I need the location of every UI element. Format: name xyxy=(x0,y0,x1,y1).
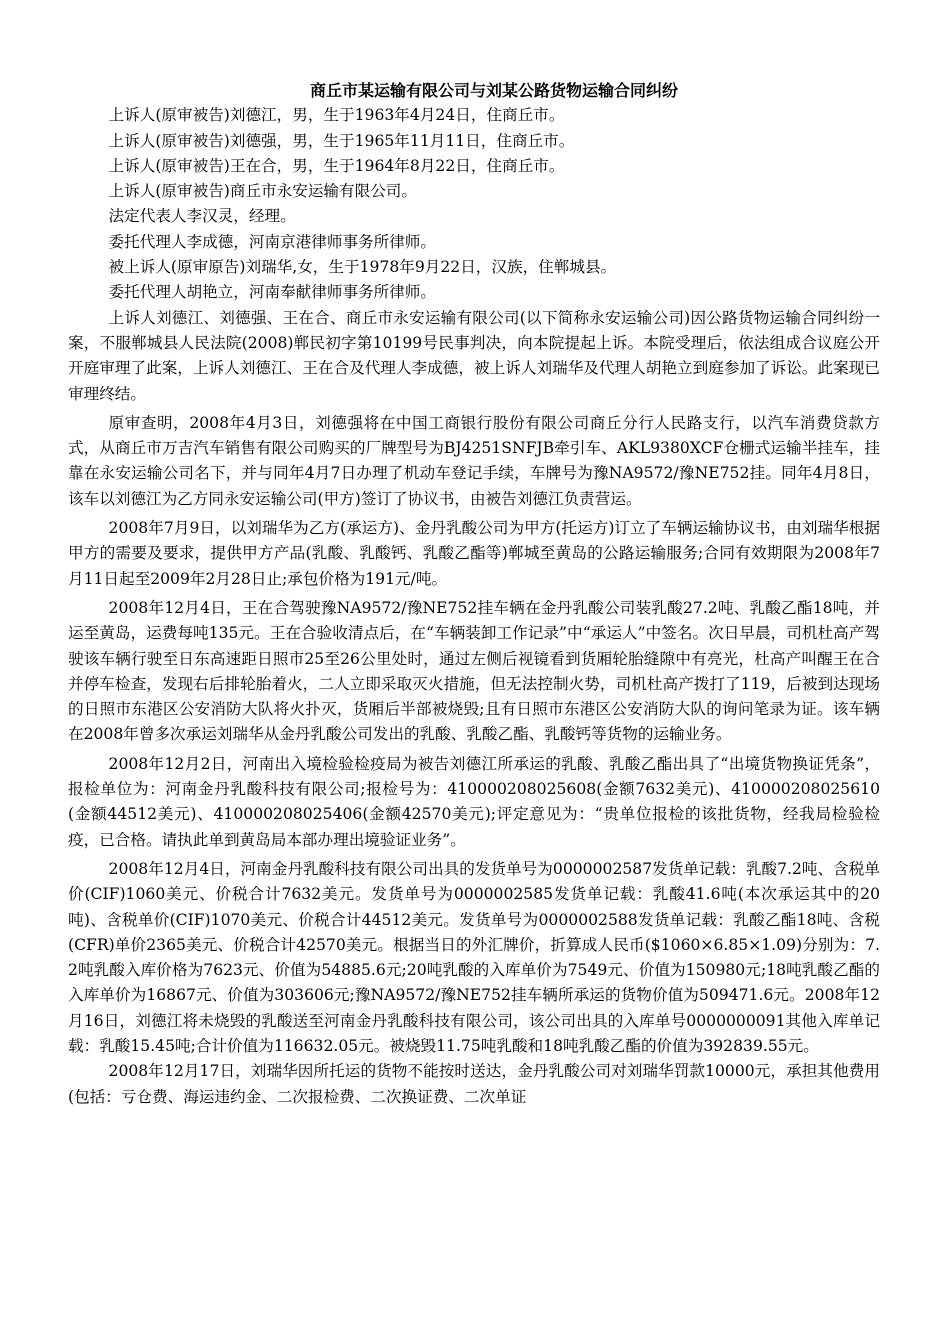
paragraph-fire-incident: 2008年12月4日，王在合驾驶豫NA9572/豫NE752挂车辆在金丹乳酸公司装乳酸27.2吨、乳酸乙酯18吨，并运至黄岛，运费每吨135元。王在合验收清点后，在“车辆装卸工作记录”中“承运人”中签名。次日早晨，司机杜高产驾驶该车辆行驶至日东高速距日照市25至26公里处时，通过左侧后视镜看到货厢轮胎缝隙中有亮光，杜高产叫醒王在合并停车检查，发现右后排轮胎着火，二人立即采取灭火措施，但无法控制火势，司机杜高产拨打了119，后被到达现场的日照市东港区公安消防大队将火扑灭，货厢后半部被烧毁;且有日照市东港区公安消防大队的询问笔录为证。该车辆在2008年曾多次承运刘瑞华从金丹乳酸公司发出的乳酸、乳酸乙酯、乳酸钙等货物的运输业务。 xyxy=(68,598,880,744)
paragraph-case-intro: 上诉人刘德江、刘德强、王在合、商丘市永安运输有限公司(以下简称永安运输公司)因公路货物运输合同纠纷一案，不服郸城县人民法院(2008)郸民初字第10199号民事判决，向本院提起上诉。本院受理后，依法组成合议庭公开开庭审理了此案，上诉人刘德江、王在合及代理人李成德，被上诉人刘瑞华及代理人胡艳立到庭参加了诉讼。此案现已审理终结。 xyxy=(68,308,880,403)
paragraph-invoices: 2008年12月4日，河南金丹乳酸科技有限公司出具的发货单号为0000002587发货单记载：乳酸7.2吨、含税单价(CIF)1060美元、价税合计7632美元。发货单号为0000002585发货单记载：乳酸41.6吨(本次承运其中的20吨)、含税单价(CIF)1070美元、价税合计44512美元。发货单号为0000002588发货单记载：乳酸乙酯18吨、含税(CFR)单价2365美元、价税合计42570美元。根据当日的外汇牌价，折算成人民币($1060×6.85×1.09)分别为：7.2吨乳酸入库价格为7623元、价值为54885.6元;20吨乳酸的入库单价为7549元、价值为150980元;18吨乳酸乙酯的入库单价为16867元、价值为303606元;豫NA9572/豫NE752挂车辆所承运的货物价值为509471.6元。2008年12月16日，刘德江将未烧毁的乳酸送至河南金丹乳酸科技有限公司，该公司出具的入库单号0000000091其他入库单记载：乳酸15.45吨;合计价值为116632.05元。被烧毁11.75吨乳酸和18吨乳酸乙酯的价值为392839.55元。 xyxy=(68,859,880,1055)
paragraph-legal-representative: 法定代表人李汉灵，经理。 xyxy=(108,207,296,226)
paragraph-penalty: 2008年12月17日，刘瑞华因所托运的货物不能按时送达，金丹乳酸公司对刘瑞华罚款10000元，承担其他费用(包括：亏仓费、海运违约金、二次报检费、二次换证费、二次单证 xyxy=(68,1062,880,1106)
paragraph-agent-2: 委托代理人胡艳立，河南奉献律师事务所律师。 xyxy=(108,283,437,302)
paragraph-appellant-1: 上诉人(原审被告)刘德江，男，生于1963年4月24日，住商丘市。 xyxy=(108,106,565,125)
paragraph-appellant-4: 上诉人(原审被告)商丘市永安运输有限公司。 xyxy=(108,182,417,201)
paragraph-appellant-3: 上诉人(原审被告)王在合，男，生于1964年8月22日，住商丘市。 xyxy=(108,156,565,175)
paragraph-appellant-2: 上诉人(原审被告)刘德强，男，生于1965年11月11日，住商丘市。 xyxy=(108,131,575,150)
paragraph-agent-1: 委托代理人李成德，河南京港律师事务所律师。 xyxy=(108,232,437,251)
paragraph-transport-agreement: 2008年7月9日，以刘瑞华为乙方(承运方)、金丹乳酸公司为甲方(托运方)订立了车辆运输协议书，由刘瑞华根据甲方的需要及要求，提供甲方产品(乳酸、乳酸钙、乳酸乙酯等)郸城至黄岛的公路运输服务;合同有效期限为2008年7月11日起至2009年2月28日止;承包价格为191元/吨。 xyxy=(68,519,880,588)
paragraph-original-findings: 原审查明，2008年4月3日，刘德强将在中国工商银行股份有限公司商丘分行人民路支行，以汽车消费贷款方式，从商丘市万吉汽车销售有限公司购买的厂牌型号为BJ4251SNFJB牵引车、AKL9380XCF仓栅式运输半挂车，挂靠在永安运输公司名下，并与同年4月7日办理了机动车登记手续，车牌号为豫NA9572/豫NE752挂。同年4月8日，该车以刘德江为乙方同永安运输公司(甲方)签订了协议书，由被告刘德江负责营运。 xyxy=(68,413,880,508)
document-title: 商丘市某运输有限公司与刘某公路货物运输合同纠纷 xyxy=(309,81,678,100)
document-page xyxy=(68,78,880,1110)
paragraph-appellee: 被上诉人(原审原告)刘瑞华,女，生于1978年9月22日，汉族，住郸城县。 xyxy=(108,258,617,277)
paragraph-inspection: 2008年12月2日，河南出入境检验检疫局为被告刘德江所承运的乳酸、乳酸乙酯出具了“出境货物换证凭条”，报检单位为：河南金丹乳酸科技有限公司;报检号为：410000208025608(金额7632美元)、410000208025610(金额44512美元)、410000208025406(金额42570美元);评定意见为：“贵单位报检的该批货物，经我局检验检疫，已合格。请执此单到黄岛局本部办理出境验证业务”。 xyxy=(68,754,880,849)
